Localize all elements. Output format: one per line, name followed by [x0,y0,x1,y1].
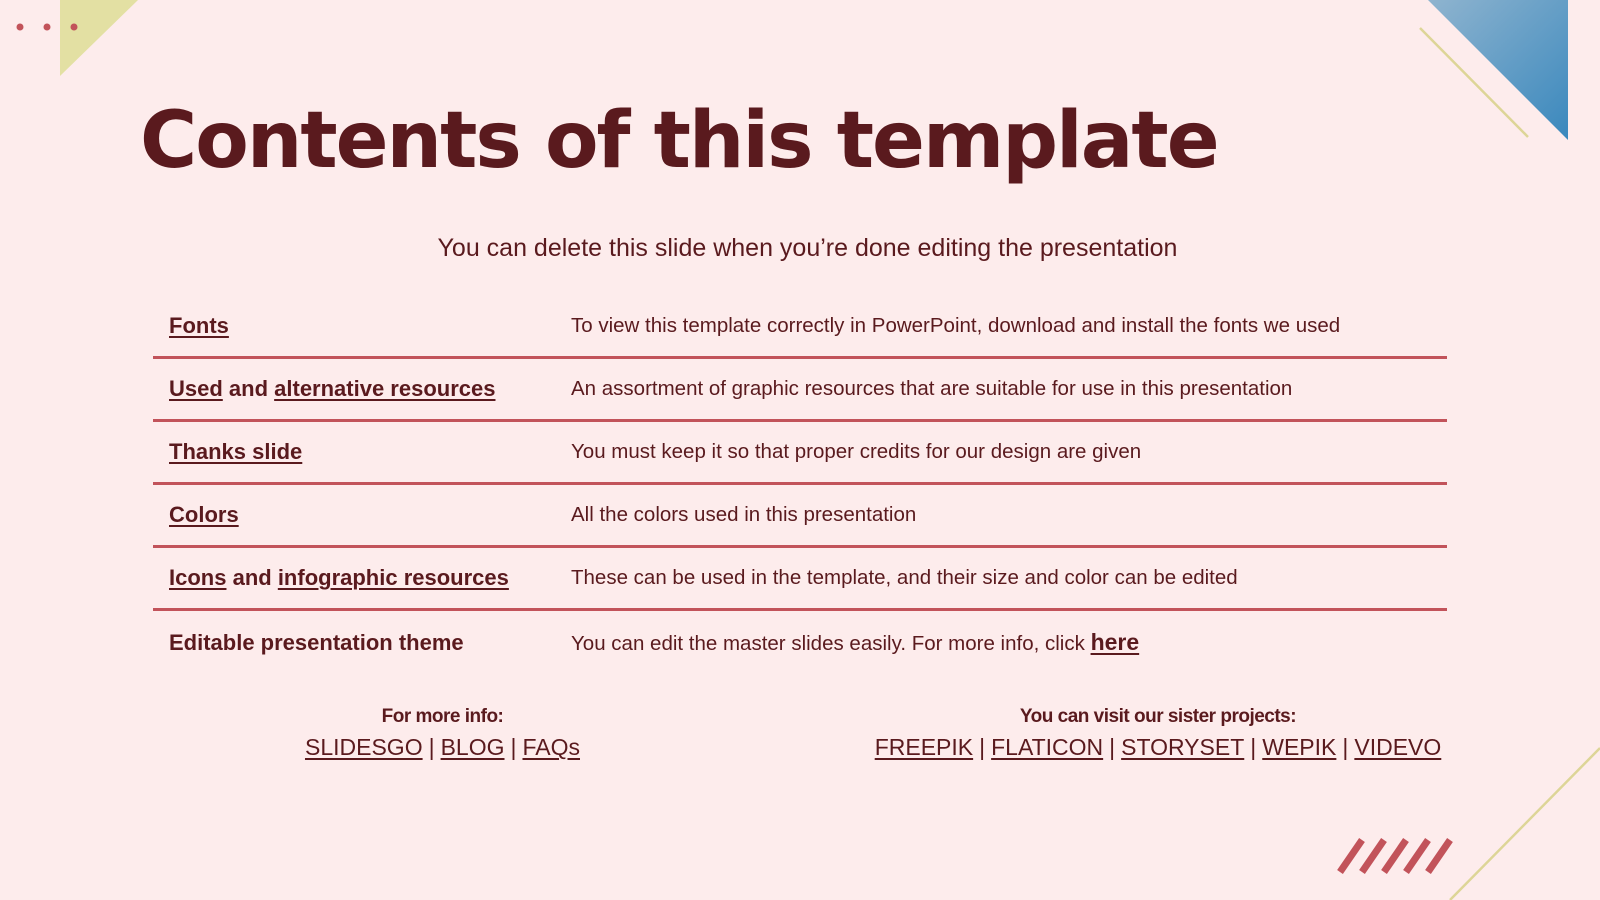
row-title [153,502,571,528]
footer-more-info-links [265,734,620,761]
dot-decor [17,24,24,31]
row-description [571,503,916,527]
row-description-text: These can be used in the template, and their size and color can be edited [571,566,1238,589]
table-row [153,296,1447,359]
link-separator: | [1109,734,1116,760]
thanks-slide-link[interactable]: Thanks slide [169,439,303,464]
faqs-link[interactable]: FAQs [522,734,580,760]
contents-table [153,296,1447,674]
flaticon-link[interactable]: FLATICON [991,734,1104,760]
row-title [153,313,571,339]
icons-link[interactable]: Icons [169,565,227,590]
wepik-link[interactable]: WEPIK [1262,734,1337,760]
decor-top-left [0,0,150,80]
freepik-link[interactable]: FREEPIK [874,734,974,760]
row-description-text: You must keep it so that proper credits for our design are given [571,440,1142,463]
here-link[interactable]: here [1090,629,1140,655]
link-separator: | [428,734,435,760]
blog-link[interactable]: BLOG [440,734,505,760]
row-description [571,566,1238,590]
link-separator: | [1250,734,1257,760]
row-description [571,440,1141,464]
fonts-link[interactable]: Fonts [169,313,229,338]
row-description-text: All the colors used in this presentation [571,503,917,526]
row-title [153,376,571,402]
row-description [571,314,1340,338]
table-row [153,611,1447,674]
row-title [153,439,571,465]
row-description-text: To view this template correctly in PowerPoint, download and install the fonts we used [571,314,1341,337]
link-separator: | [510,734,517,760]
colors-link[interactable]: Colors [169,502,239,527]
row-title-text: and [222,376,275,401]
link-separator: | [1342,734,1349,760]
used-link[interactable]: Used [169,376,223,401]
table-row [153,359,1447,422]
infographic-resources-link[interactable]: infographic resources [277,565,509,590]
table-row [153,548,1447,611]
link-separator: | [979,734,986,760]
videvo-link[interactable]: VIDEVO [1354,734,1442,760]
footer-sister-projects-title: You can visit our sister projects: [1019,706,1297,727]
row-title-text: and [226,565,278,590]
decor-bottom-right [1320,740,1600,900]
diagonal-line-decor [1450,748,1600,900]
footer-sister-projects [858,706,1458,761]
subtitle: You can delete this slide when you’re done editing the presentation [437,234,1178,262]
row-title [153,630,571,656]
footer-more-info [265,706,620,761]
yellow-triangle-decor [60,0,138,76]
row-title [153,565,571,591]
table-row [153,485,1447,548]
row-title-text: Editable presentation theme [169,629,464,655]
row-description [571,629,1139,656]
page-title: Contents of this template [140,96,1218,186]
storyset-link[interactable]: STORYSET [1121,734,1245,760]
row-description-text: You can edit the master slides easily. For more info, click [571,632,1091,655]
dot-decor [44,24,51,31]
decor-top-right [1400,0,1600,150]
stripes-decor [1340,840,1450,872]
slidesgo-link[interactable]: SLIDESGO [304,734,423,760]
table-row [153,422,1447,485]
blue-triangle-decor [1428,0,1568,140]
row-description-text: An assortment of graphic resources that are suitable for use in this presentation [571,377,1293,400]
alternative-resources-link[interactable]: alternative resources [274,376,496,401]
footer-sister-projects-links [858,734,1458,761]
row-description [571,377,1292,401]
footer-more-info-title: For more info: [381,706,504,727]
dot-decor [71,24,78,31]
